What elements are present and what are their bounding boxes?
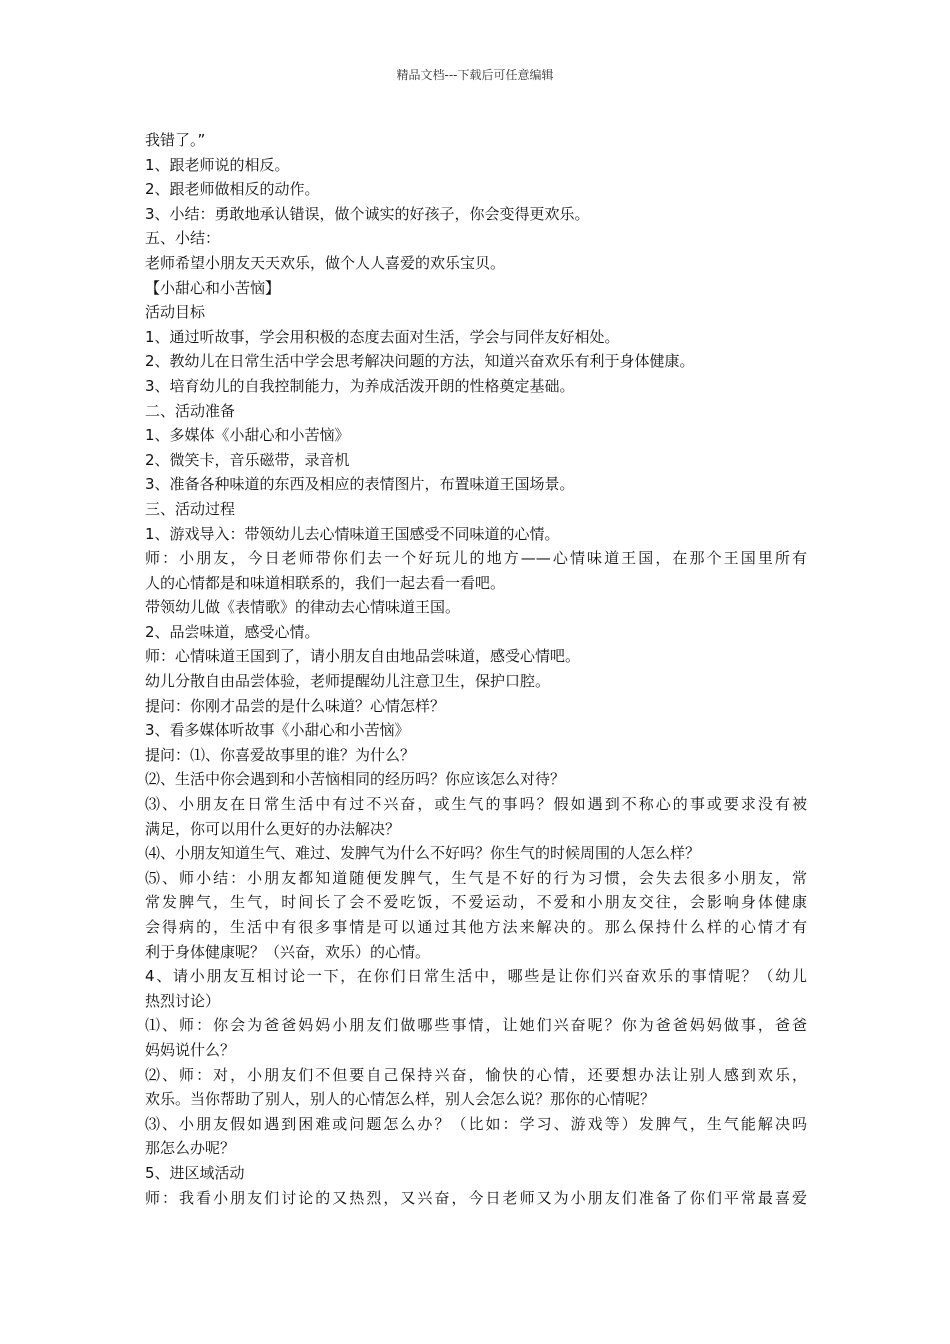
text-line: 3、准备各种味道的东西及相应的表情图片，布置味道王国场景。 [145,475,575,494]
text-line: 利于身体健康呢？（兴奋，欢乐）的心情。 [145,942,431,961]
text-line: ⑷、小朋友知道生气、难过、发脾气为什么不好吗？你生气的时候周围的人怎么样？ [145,844,701,863]
text-line: 2、教幼儿在日常生活中学会思考解决问题的方法，知道兴奋欢乐有利于身体健康。 [145,352,695,371]
article-title: 【小甜心和小苦恼】 [145,278,281,297]
section-heading: 二、活动准备 [145,401,236,420]
text-line: 满足，你可以用什么更好的办法解决？ [145,819,401,838]
text-line: ⑵、生活中你会遇到和小苦恼相同的经历吗？你应该怎么对待？ [145,770,566,789]
text-line: 师：心情味道王国到了，请小朋友自由地品尝味道，感受心情吧。 [145,647,581,666]
text-line: 5、进区域活动 [145,1163,245,1182]
text-line: 1、游戏导入：带领幼儿去心情味道王国感受不同味道的心情。 [145,524,560,543]
text-line: 欢乐。当你帮助了别人，别人的心情怎么样，别人会怎么说？那你的心情呢？ [145,1090,656,1109]
text-line: 老师希望小朋友天天欢乐，做个人人喜爱的欢乐宝贝。 [145,253,506,272]
text-line: 2、跟老师做相反的动作。 [145,180,320,199]
text-line: 1、通过听故事，学会用积极的态度去面对生活，学会与同伴友好相处。 [145,327,620,346]
text-line: 幼儿分散自由品尝体验，老师提醒幼儿注意卫生，保护口腔。 [145,672,551,691]
text-line: 提问：⑴、你喜爱故事里的谁？为什么？ [145,745,416,764]
section-heading: 五、小结： [145,229,221,248]
text-line: 3、小结：勇敢地承认错误，做个诚实的好孩子，你会变得更欢乐。 [145,204,590,223]
text-line: 常发脾气，生气，时间长了会不爱吃饭，不爱运动，不爱和小朋友交往，会影响身体健康 [145,893,807,912]
page-header: 精品文档---下载后可任意编辑 [396,68,554,82]
text-line: 妈妈说什么？ [145,1040,236,1059]
text-line: ⑶、小朋友在日常生活中有过不兴奋，或生气的事吗？假如遇到不称心的事或要求没有被 [145,795,807,814]
text-line: 2、微笑卡，音乐磁带，录音机 [145,450,350,469]
text-line: 带领幼儿做《表情歌》的律动去心情味道王国。 [145,598,461,617]
text-line: 人的心情都是和味道相联系的，我们一起去看一看吧。 [145,573,506,592]
text-line: ⑵、师：对，小朋友们不但要自己保持兴奋，愉快的心情，还要想办法让别人感到欢乐， [145,1065,807,1084]
document-body [145,128,807,1210]
text-line: 4、请小朋友互相讨论一下，在你们日常生活中，哪些是让你们兴奋欢乐的事情呢？（幼儿 [145,967,807,986]
text-line: 热烈讨论） [145,991,221,1010]
text-line: ⑴、师：你会为爸爸妈妈小朋友们做哪些事情，让她们兴奋呢？你为爸爸妈妈做事，爸爸 [145,1016,807,1035]
text-line: 那怎么办呢？ [145,1139,236,1158]
text-line: 我错了。” [145,131,206,149]
section-heading: 活动目标 [145,303,206,322]
text-line: 师：小朋友，今日老师带你们去一个好玩儿的地方——心情味道王国，在那个王国里所有 [145,549,807,568]
text-line: 2、品尝味道，感受心情。 [145,622,320,641]
text-line: ⑸、师小结：小朋友都知道随便发脾气，生气是不好的行为习惯，会失去很多小朋友，常 [145,868,807,887]
text-line: 1、跟老师说的相反。 [145,155,290,174]
text-line: 会得病的，生活中有很多事情是可以通过其他方法来解决的。那么保持什么样的心情才有 [145,918,807,936]
section-heading: 三、活动过程 [145,499,236,518]
text-line: 3、看多媒体听故事《小甜心和小苦恼》 [145,721,410,740]
text-line: 3、培育幼儿的自我控制能力，为养成活泼开朗的性格奠定基础。 [145,376,575,395]
text-line: 师：我看小朋友们讨论的又热烈，又兴奋，今日老师又为小朋友们准备了你们平常最喜爱 [145,1188,807,1207]
text-line: 提问：你刚才品尝的是什么味道？心情怎样？ [145,696,446,715]
text-line: ⑶、小朋友假如遇到困难或问题怎么办？（比如：学习、游戏等）发脾气，生气能解决吗 [145,1114,807,1133]
text-line: 1、多媒体《小甜心和小苦恼》 [145,426,350,445]
